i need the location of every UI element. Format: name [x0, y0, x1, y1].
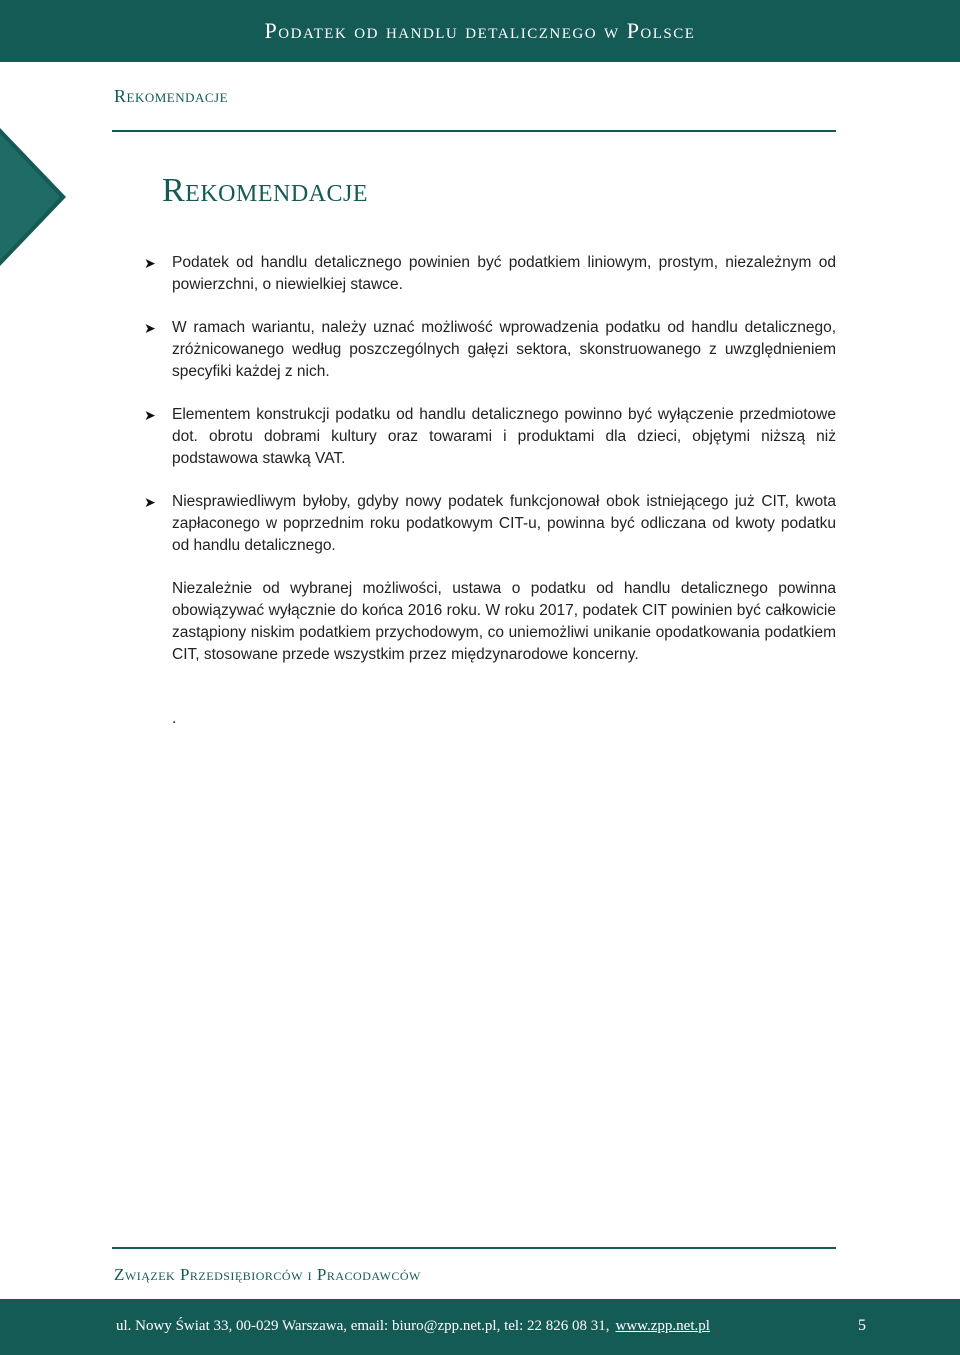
bullet-text: Niesprawiedliwym byłoby, gdyby nowy podatek funkcjonował obok istniejącego już CIT, kwota zapłaconego w poprzednim roku podatkowym CIT-u, powinna być odliczana od kwoty podatku od handlu detalicznego.: [172, 493, 836, 554]
section-label: Rekomendacje: [114, 86, 229, 106]
recommendations-content: [144, 252, 836, 730]
list-item: [144, 252, 836, 296]
top-banner: [0, 0, 960, 62]
bullet-text: W ramach wariantu, należy uznać możliwość wprowadzenia podatku od handlu detalicznego, zróżnicowanego według poszczególnych gałęzi sektora, skonstruowanego z uwzględnieniem specyfiki każdej z nich.: [172, 319, 836, 380]
contact-text: ul. Nowy Świat 33, 00-029 Warszawa, email: biuro@zpp.net.pl, tel: 22 826 08 31,: [116, 1318, 610, 1334]
website-link[interactable]: www.zpp.net.pl: [615, 1318, 710, 1334]
document-title: Podatek od handlu detalicznego w Polsce: [264, 18, 696, 43]
arrow-bullet-icon: ➤: [144, 320, 156, 336]
bullet-text: Elementem konstrukcji podatku od handlu detalicznego powinno być wyłączenie przedmiotowe dot. obrotu dobrami kultury oraz towarami i produktami dla dzieci, objętymi niższą niż podstawowa stawką VAT.: [172, 406, 836, 467]
arrow-bullet-icon: ➤: [144, 255, 156, 271]
trailing-dot: .: [172, 710, 177, 727]
organization-name: Związek Przedsiębiorców i Pracodawców: [114, 1265, 421, 1284]
arrow-bullet-icon: ➤: [144, 494, 156, 510]
triangle-decoration: [0, 128, 66, 266]
bullet-text: Podatek od handlu detalicznego powinien być podatkiem liniowym, prostym, niezależnym od powierzchni, o niewielkiej stawce.: [172, 254, 836, 293]
bottom-divider: [112, 1247, 836, 1249]
closing-paragraph: Niezależnie od wybranej możliwości, ustawa o podatku od handlu detalicznego powinna obowiązywać wyłącznie do końca 2016 roku. W roku 2017, podatek CIT powinien być całkowicie zastąpiony niskim podatkiem przychodowym, co uniemożliwi unikanie opodatkowania podatkiem CIT, stosowane przede wszystkim przez międzynarodowe koncerny.: [172, 580, 836, 663]
page-number: 5: [858, 1317, 866, 1334]
list-item: [144, 404, 836, 470]
top-divider: [112, 130, 836, 132]
arrow-bullet-icon: ➤: [144, 407, 156, 423]
contact-info: [116, 1318, 710, 1335]
list-item: [144, 491, 836, 557]
footer-bar: [0, 1299, 960, 1355]
page-heading: Rekomendacje: [162, 172, 369, 209]
list-item: [144, 317, 836, 383]
